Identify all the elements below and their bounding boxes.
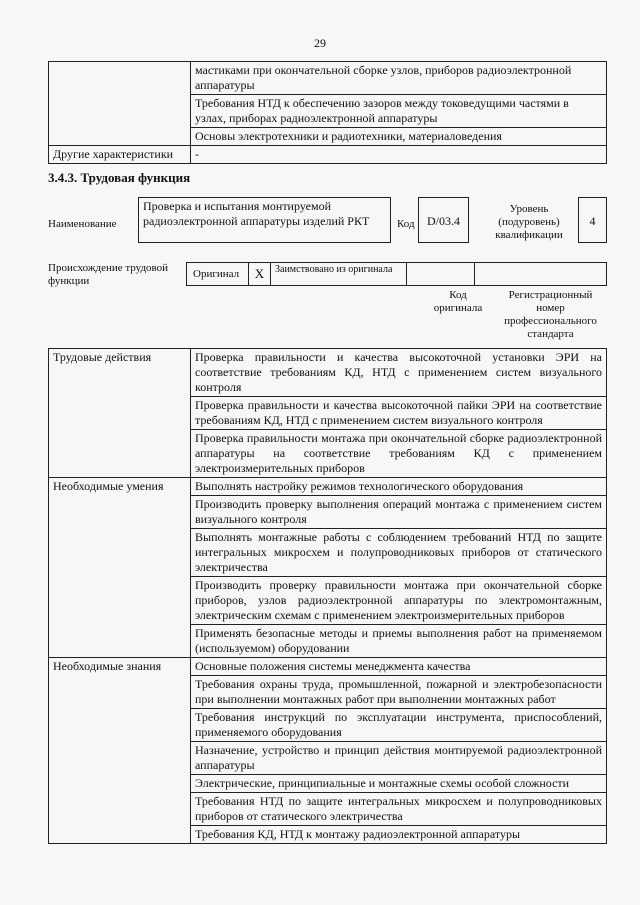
origin-reg-cell	[475, 263, 606, 285]
group-item: Проверка правильности и качества высокоточной установки ЭРИ на соответствие требованиям КД, НТД с применением систем визуального контроля	[191, 349, 607, 397]
table-row	[49, 62, 607, 95]
group-item: Требования НТД по защите интегральных микросхем и полупроводниковых приборов от статического электричества	[191, 793, 607, 826]
group-item: Проверка правильности монтажа при окончательной сборке радиоэлектронной аппаратуры на соответствие требованиям КД с применением электроизмерительных приборов	[191, 430, 607, 478]
row-text: Основы электротехники и радиотехники, материаловедения	[191, 128, 607, 146]
group-label: Трудовые действия	[49, 349, 191, 478]
page-number: 29	[314, 36, 326, 50]
origin-label: Происхождение трудовой функции	[48, 262, 169, 287]
table-row	[49, 478, 607, 496]
qualification-level: 4	[578, 197, 607, 243]
row-label: Другие характеристики	[49, 146, 191, 164]
origin-row	[186, 262, 607, 286]
origin-code-cell	[407, 263, 475, 285]
group-item: Назначение, устройство и принцип действия монтируемой радиоэлектронной аппаратуры	[191, 742, 607, 775]
group-item: Выполнять монтажные работы с соблюдением требований НТД по защите интегральных микросхем и полупроводниковых приборов от статического электричества	[191, 529, 607, 577]
origin-original-cell: Оригинал	[187, 263, 249, 285]
group-item: Выполнять настройку режимов технологического оборудования	[191, 478, 607, 496]
function-code: D/03.4	[418, 197, 469, 243]
row-text: Требования НТД к обеспечению зазоров между токоведущими частями в узлах, приборах радиоэлектронной аппаратуры	[191, 95, 607, 128]
reg-number-caption: Регистрационный номер профессионального стандарта	[504, 289, 597, 340]
row-label	[49, 62, 191, 146]
group-item: Требования инструкций по эксплуатации инструмента, приспособлений, применяемого оборудования	[191, 709, 607, 742]
group-item: Проверка правильности и качества высокоточной пайки ЭРИ на соответствие требованиям КД, НТД с применением систем визуального контроля	[191, 397, 607, 430]
table-row	[49, 146, 607, 164]
group-item: Требования КД, НТД к монтажу радиоэлектронной аппаратуры	[191, 826, 607, 844]
group-item: Применять безопасные методы и приемы выполнения работ на применяемом (используемом) оборудовании	[191, 625, 607, 658]
group-item: Производить проверку правильности монтажа при окончательной сборке приборов, узлов радиоэлектронной аппаратуры по электромонтажным, электрическим схемам с применением электроизмерительных приборов	[191, 577, 607, 625]
section-heading: 3.4.3. Трудовая функция	[48, 170, 191, 185]
table-row	[49, 658, 607, 676]
row-text: мастиками при окончательной сборке узлов, приборов радиоэлектронной аппаратуры	[191, 62, 607, 95]
origin-mark-cell: X	[249, 263, 271, 285]
row-text: -	[191, 146, 607, 164]
group-item: Основные положения системы менеджмента качества	[191, 658, 607, 676]
table-row	[49, 349, 607, 397]
group-label: Необходимые знания	[49, 658, 191, 844]
continuation-table	[48, 61, 607, 164]
function-name: Проверка и испытания монтируемой радиоэлектронной аппаратуры изделий РКТ	[138, 197, 391, 243]
name-label: Наименование	[48, 218, 117, 230]
code-original-caption: Код оригинала	[433, 289, 483, 314]
group-item: Электрические, принципиальные и монтажные схемы особой сложности	[191, 775, 607, 793]
code-label: Код	[397, 218, 415, 230]
level-label: Уровень (подуровень) квалификации	[495, 203, 563, 241]
group-label: Необходимые умения	[49, 478, 191, 658]
function-details-table	[48, 348, 607, 844]
group-item: Требования охраны труда, промышленной, пожарной и электробезопасности при выполнении монтажных работ при выполнении монтажных работ	[191, 676, 607, 709]
group-item: Производить проверку выполнения операций монтажа с применением систем визуального контроля	[191, 496, 607, 529]
origin-borrowed-cell: Заимствовано из оригинала	[271, 263, 407, 285]
